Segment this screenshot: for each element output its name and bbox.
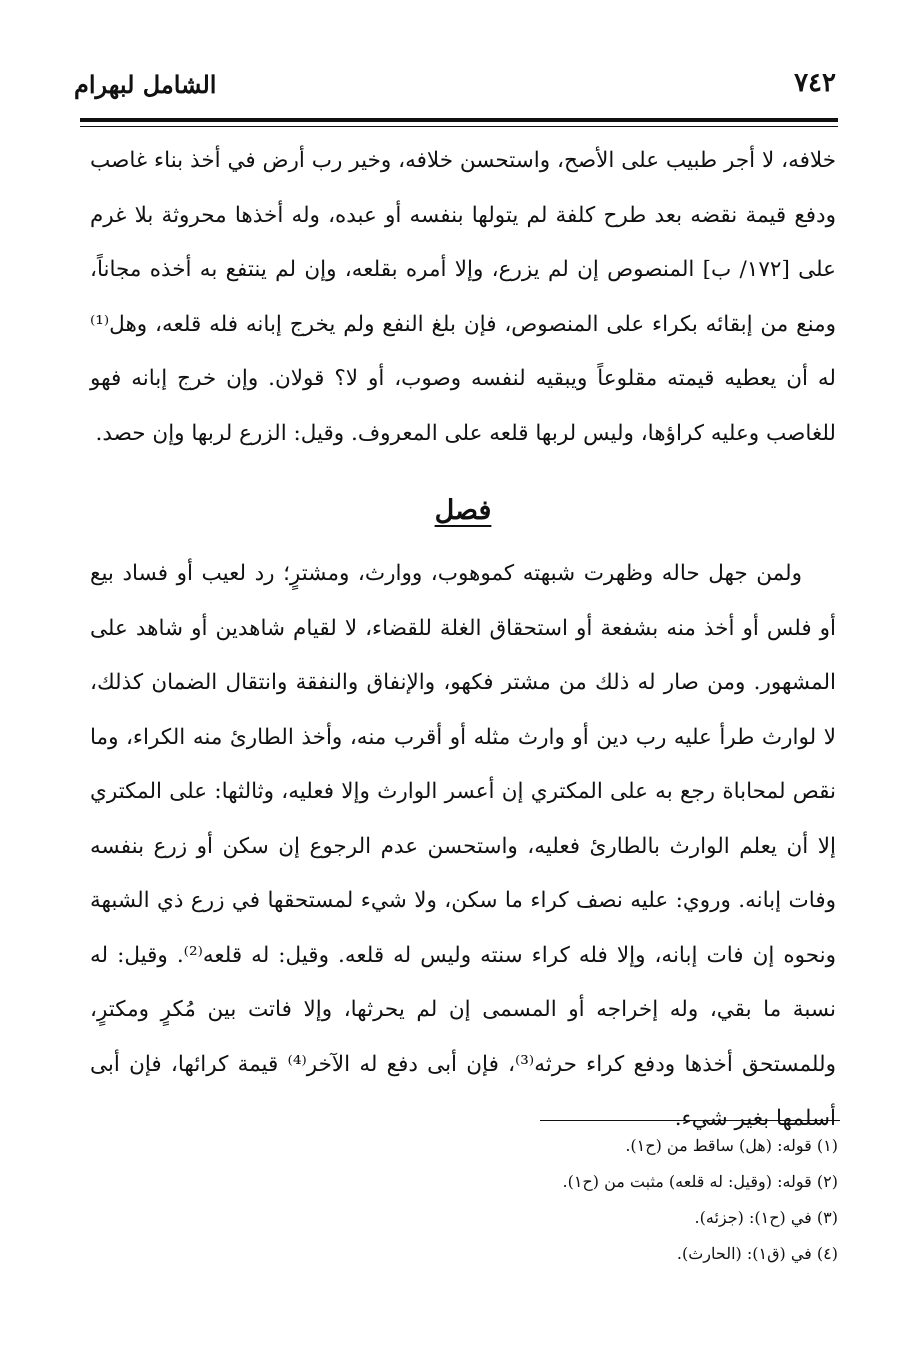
header-rule — [80, 118, 838, 122]
paragraph-1: خلافه، لا أجر طبيب على الأصح، واستحسن خلافه، وخير رب أرض في أخذ بناء غاصب ودفع قيمة نقضه بعد طرح كلفة لم يتولها بنفسه أو عبده، وله أخذها محروثة بلا غرم على [١٧٢/ ب] المنصوص إن لم يزرع، وإلا أمره بقلعه، وإن لم ينتفع به أخذه مجاناً، ومنع من إبقائه بكراء على المنصوص، فإن بلغ النفع ولم يخرج إبانه فله قلعه، وهل⁽¹⁾ له أن يعطيه قيمته مقلوعاً ويبقيه لنفسه وصوب، أو لا؟ قولان. وإن خرج إبانه فهو للغاصب وعليه كراؤها، وليس لربها قلعه على المعروف. وقيل: الزرع لربها وإن حصد. — [90, 148, 836, 446]
book-title: الشامل لبهرام — [74, 70, 217, 99]
footnote-4: (٤) في (ق١): (الحارث). — [676, 1244, 838, 1263]
running-header — [74, 62, 836, 112]
page-number: ٧٤٢ — [794, 68, 836, 98]
footnote-1: (١) قوله: (هل) ساقط من (ح١). — [625, 1136, 838, 1155]
header-rule-thin — [80, 126, 838, 127]
footnote-3: (٣) في (ح١): (جزئه). — [694, 1208, 838, 1227]
body-text — [90, 134, 836, 1147]
footnote-rule — [540, 1120, 840, 1121]
paragraph-2: ولمن جهل حاله وظهرت شبهته كموهوب، ووارث، ومشترٍ؛ رد لعيب أو فساد بيع أو فلس أو أخذ منه بشفعة أو استحقاق الغلة للقضاء، لا لقيام شاهدين أو شاهد على المشهور. ومن صار له ذلك من مشتر فكهو، والإنفاق والنفقة وانتقال الضمان كذلك، لا لوارث طرأ عليه رب دين أو وارث مثله أو أقرب منه، وأخذ الطارئ منه الكراء، وما نقص لمحاباة رجع به على المكتري إن أعسر الوارث وإلا فعليه، وثالثها: على المكتري إلا أن يعلم الوارث بالطارئ فعليه، واستحسن عدم الرجوع إن سكن أو زرع بنفسه وفات إبانه. وروي: عليه نصف كراء ما سكن، ولا شيء لمستحقها في زرع ذي الشبهة ونحوه إن فات إبانه، وإلا فله كراء سنته وليس له قلعه. وقيل: له قلعه⁽²⁾. وقيل: له نسبة ما بقي، وله إخراجه أو المسمى إن لم يحرثها، وإلا فاتت بين مُكرٍ ومكترٍ، وللمستحق أخذها ودفع كراء حرثه⁽³⁾، فإن أبى دفع له الآخر⁽⁴⁾ قيمة كرائها، فإن أبى أسلمها بغير شيء. — [90, 561, 836, 1131]
section-heading: فصل — [434, 495, 492, 526]
footnotes-list — [90, 1128, 838, 1272]
footnote-2: (٢) قوله: (وقيل: له قلعه) مثبت من (ح١). — [562, 1172, 838, 1191]
